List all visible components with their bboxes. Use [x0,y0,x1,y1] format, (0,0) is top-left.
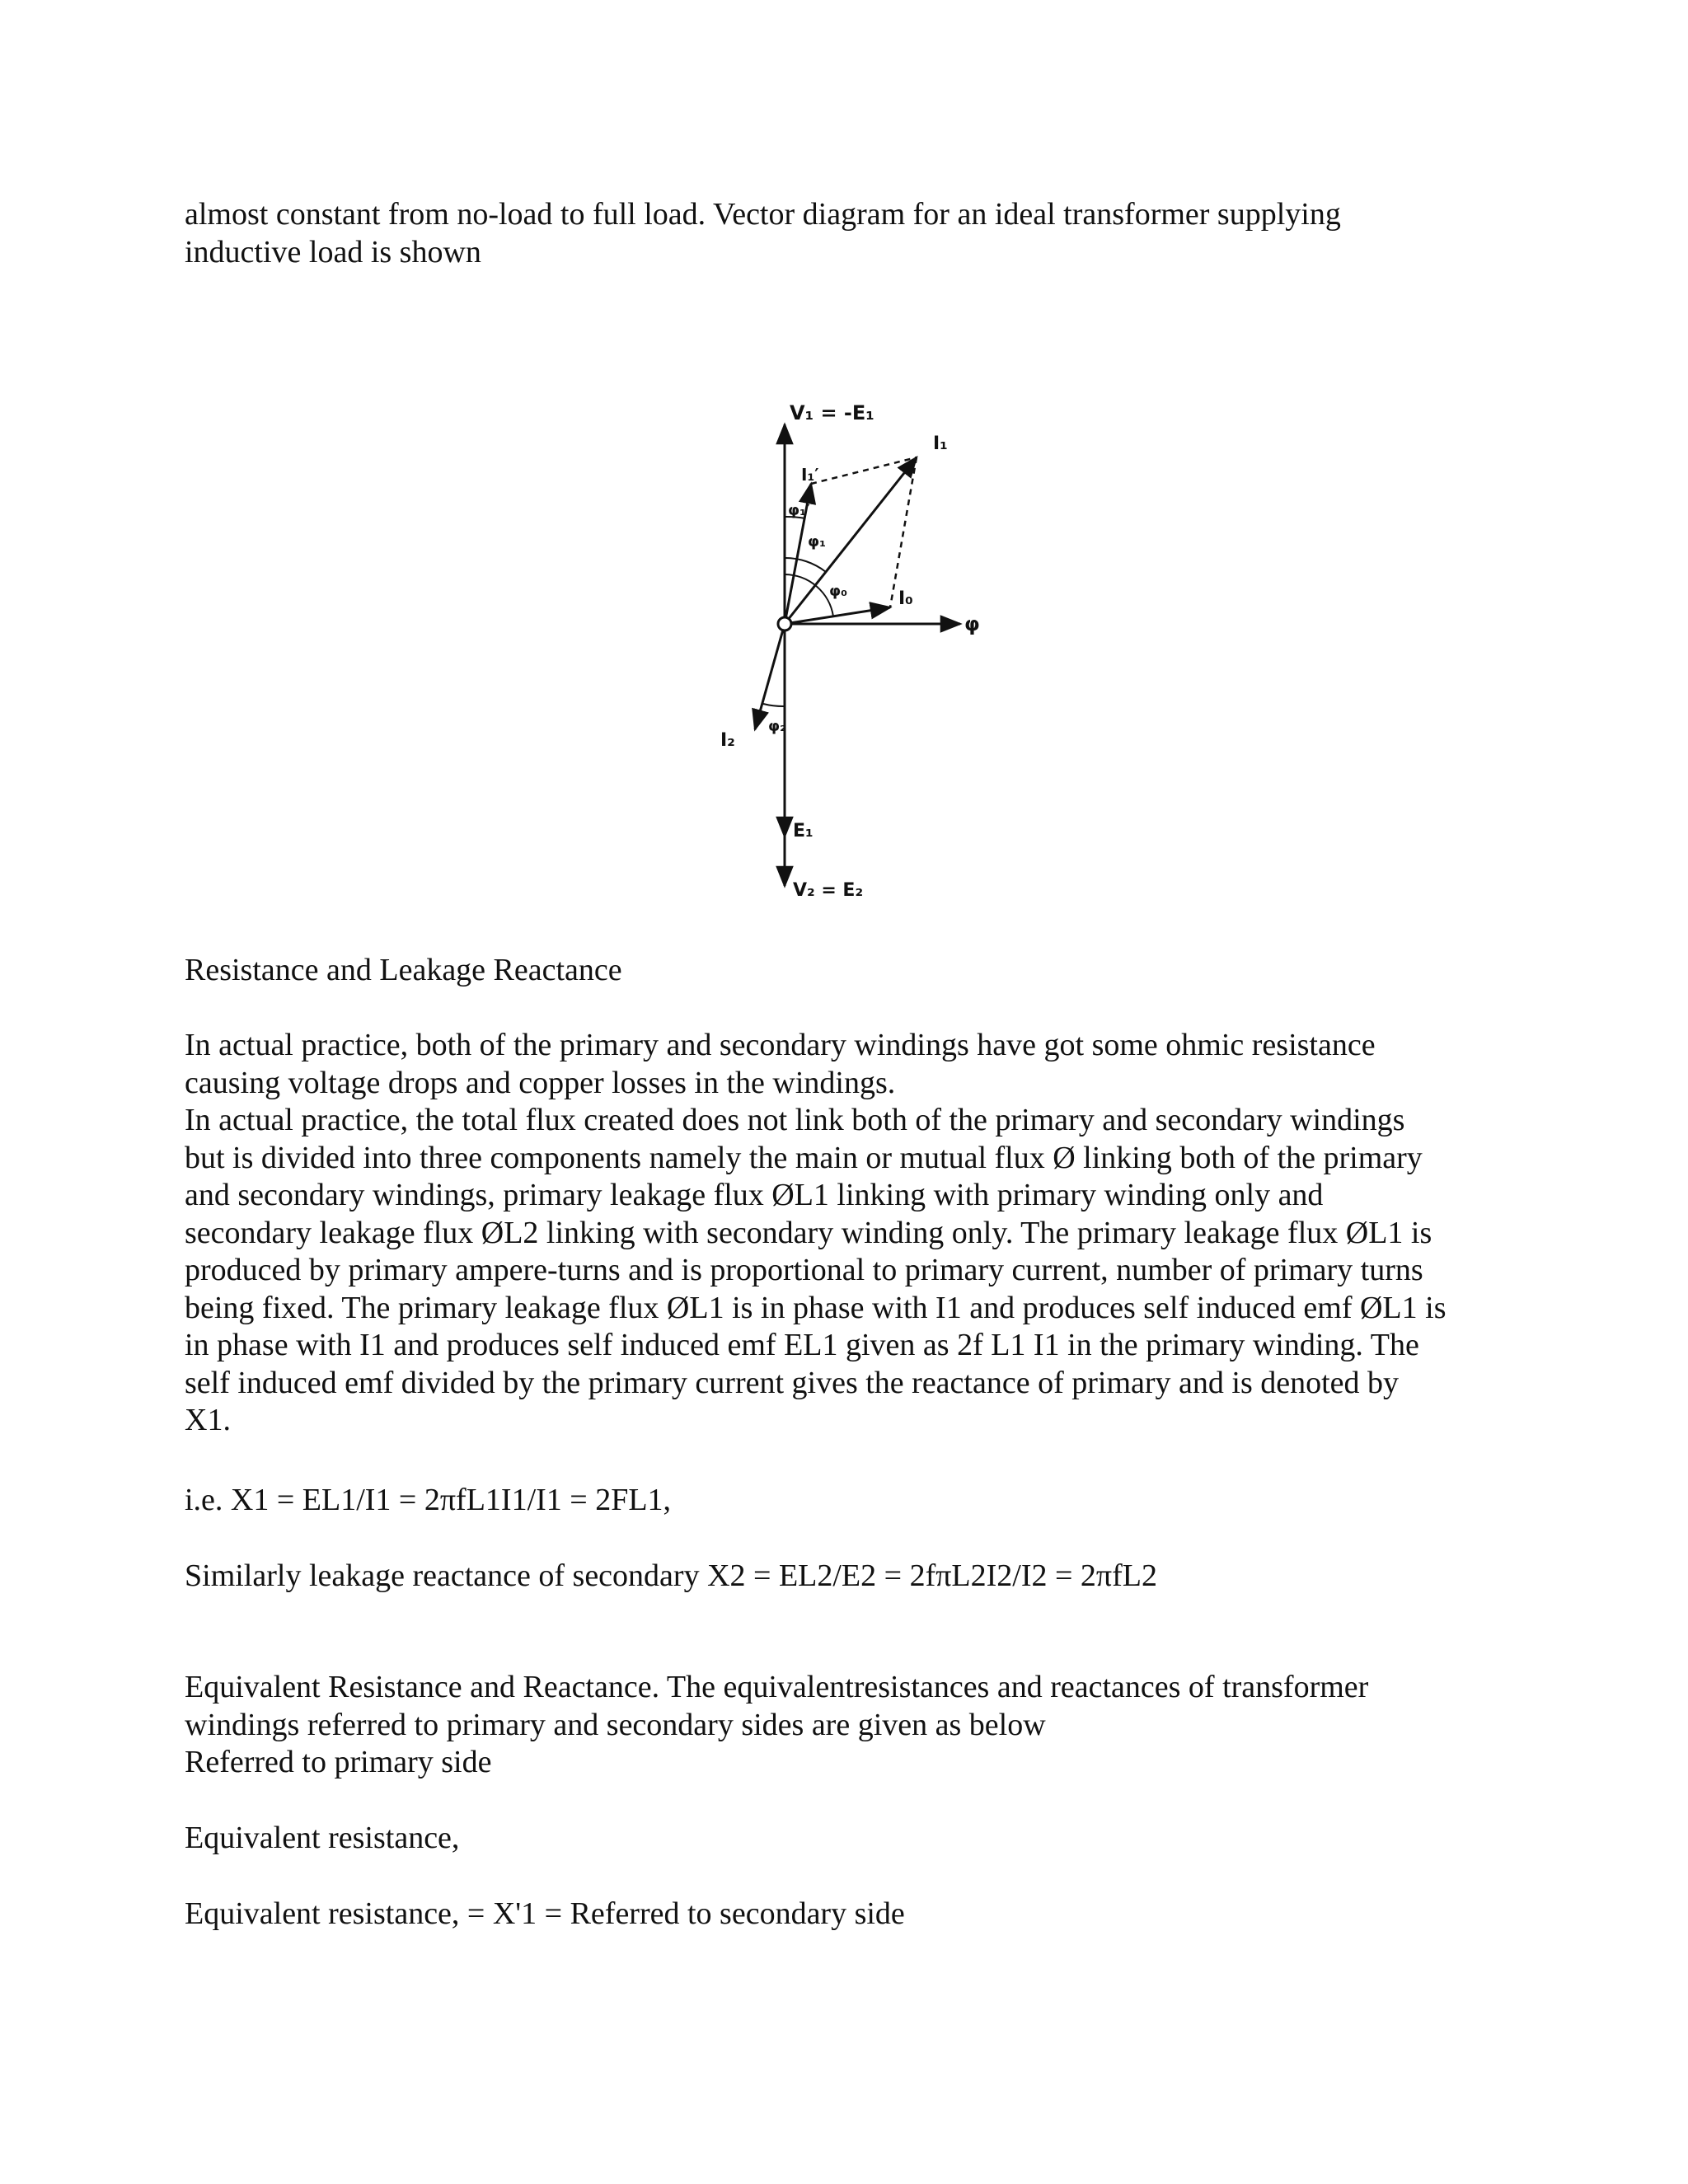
label-phi1: φ₁ [808,533,826,551]
dashed-line-top [811,457,917,484]
vector-diagram [692,391,989,911]
label-i1: I₁ [933,434,948,454]
equivalent-paragraph [185,1669,1503,1782]
equivalent-line: Equivalent Resistance and Reactance. The equivalentresistances and reactances of transformer [185,1670,1369,1704]
body-line: and secondary windings, primary leakage flux ØL1 linking with primary winding only and [185,1178,1324,1212]
label-phi0: φ₀ [829,583,847,600]
label-flux: φ [964,612,980,635]
body-line: produced by primary ampere-turns and is proportional to primary current, number of primary turns [185,1253,1423,1287]
equivalent-resistance-line-2: Equivalent resistance, = X'1 = Referred to secondary side [185,1896,905,1931]
i2-vector [755,624,785,729]
origin-point [778,617,791,630]
body-line: secondary leakage flux ØL2 linking with secondary winding only. The primary leakage flux ØL1 is [185,1215,1432,1250]
equation-secondary-reactance: Similarly leakage reactance of secondary X2 = EL2/E2 = 2fπL2I2/I2 = 2πfL2 [185,1558,1157,1593]
intro-line-1: almost constant from no-load to full load. Vector diagram for an ideal transformer supplying [185,197,1341,232]
equivalent-line: Referred to primary side [185,1745,492,1779]
angle-arc-phi2 [763,704,785,706]
label-i0: I₀ [898,588,913,609]
body-line: In actual practice, both of the primary and secondary windings have got some ohmic resistance [185,1028,1376,1062]
label-e1: E₁ [793,821,814,841]
body-line: causing voltage drops and copper losses in the windings. [185,1065,896,1100]
body-paragraph [185,1027,1503,1440]
equivalent-line: windings referred to primary and secondary sides are given as below [185,1707,1046,1742]
dashed-line-right [890,457,917,607]
body-line: self induced emf divided by the primary current gives the reactance of primary and is denoted by [185,1365,1400,1400]
body-line: but is divided into three components namely the main or mutual flux Ø linking both of the primary [185,1140,1423,1175]
body-line: being fixed. The primary leakage flux ØL1 is in phase with I1 and produces self induced emf ØL1 is [185,1290,1447,1325]
angle-arc-phi1 [785,558,826,572]
body-line: X1. [185,1403,231,1437]
body-line: In actual practice, the total flux created does not link both of the primary and secondary windings [185,1103,1405,1137]
intro-paragraph [185,196,1503,271]
intro-line-2: inductive load is shown [185,234,481,269]
equation-primary-reactance: i.e. X1 = EL1/I1 = 2πfL1I1/I1 = 2FL1, [185,1483,672,1517]
section-heading-resistance: Resistance and Leakage Reactance [185,953,622,987]
label-v2: V₂ = E₂ [793,880,864,901]
label-phi1-prime: φ₁′ [788,502,810,519]
label-v1: V₁ = -E₁ [790,401,874,424]
equivalent-resistance-line-1: Equivalent resistance, [185,1821,460,1855]
body-line: in phase with I1 and produces self induced emf EL1 given as 2f L1 I1 in the primary winding. The [185,1328,1419,1362]
label-i1-prime: I₁′ [801,465,819,485]
i0-vector [785,607,890,624]
label-phi2: φ₂ [768,718,786,735]
label-i2: I₂ [720,730,735,751]
